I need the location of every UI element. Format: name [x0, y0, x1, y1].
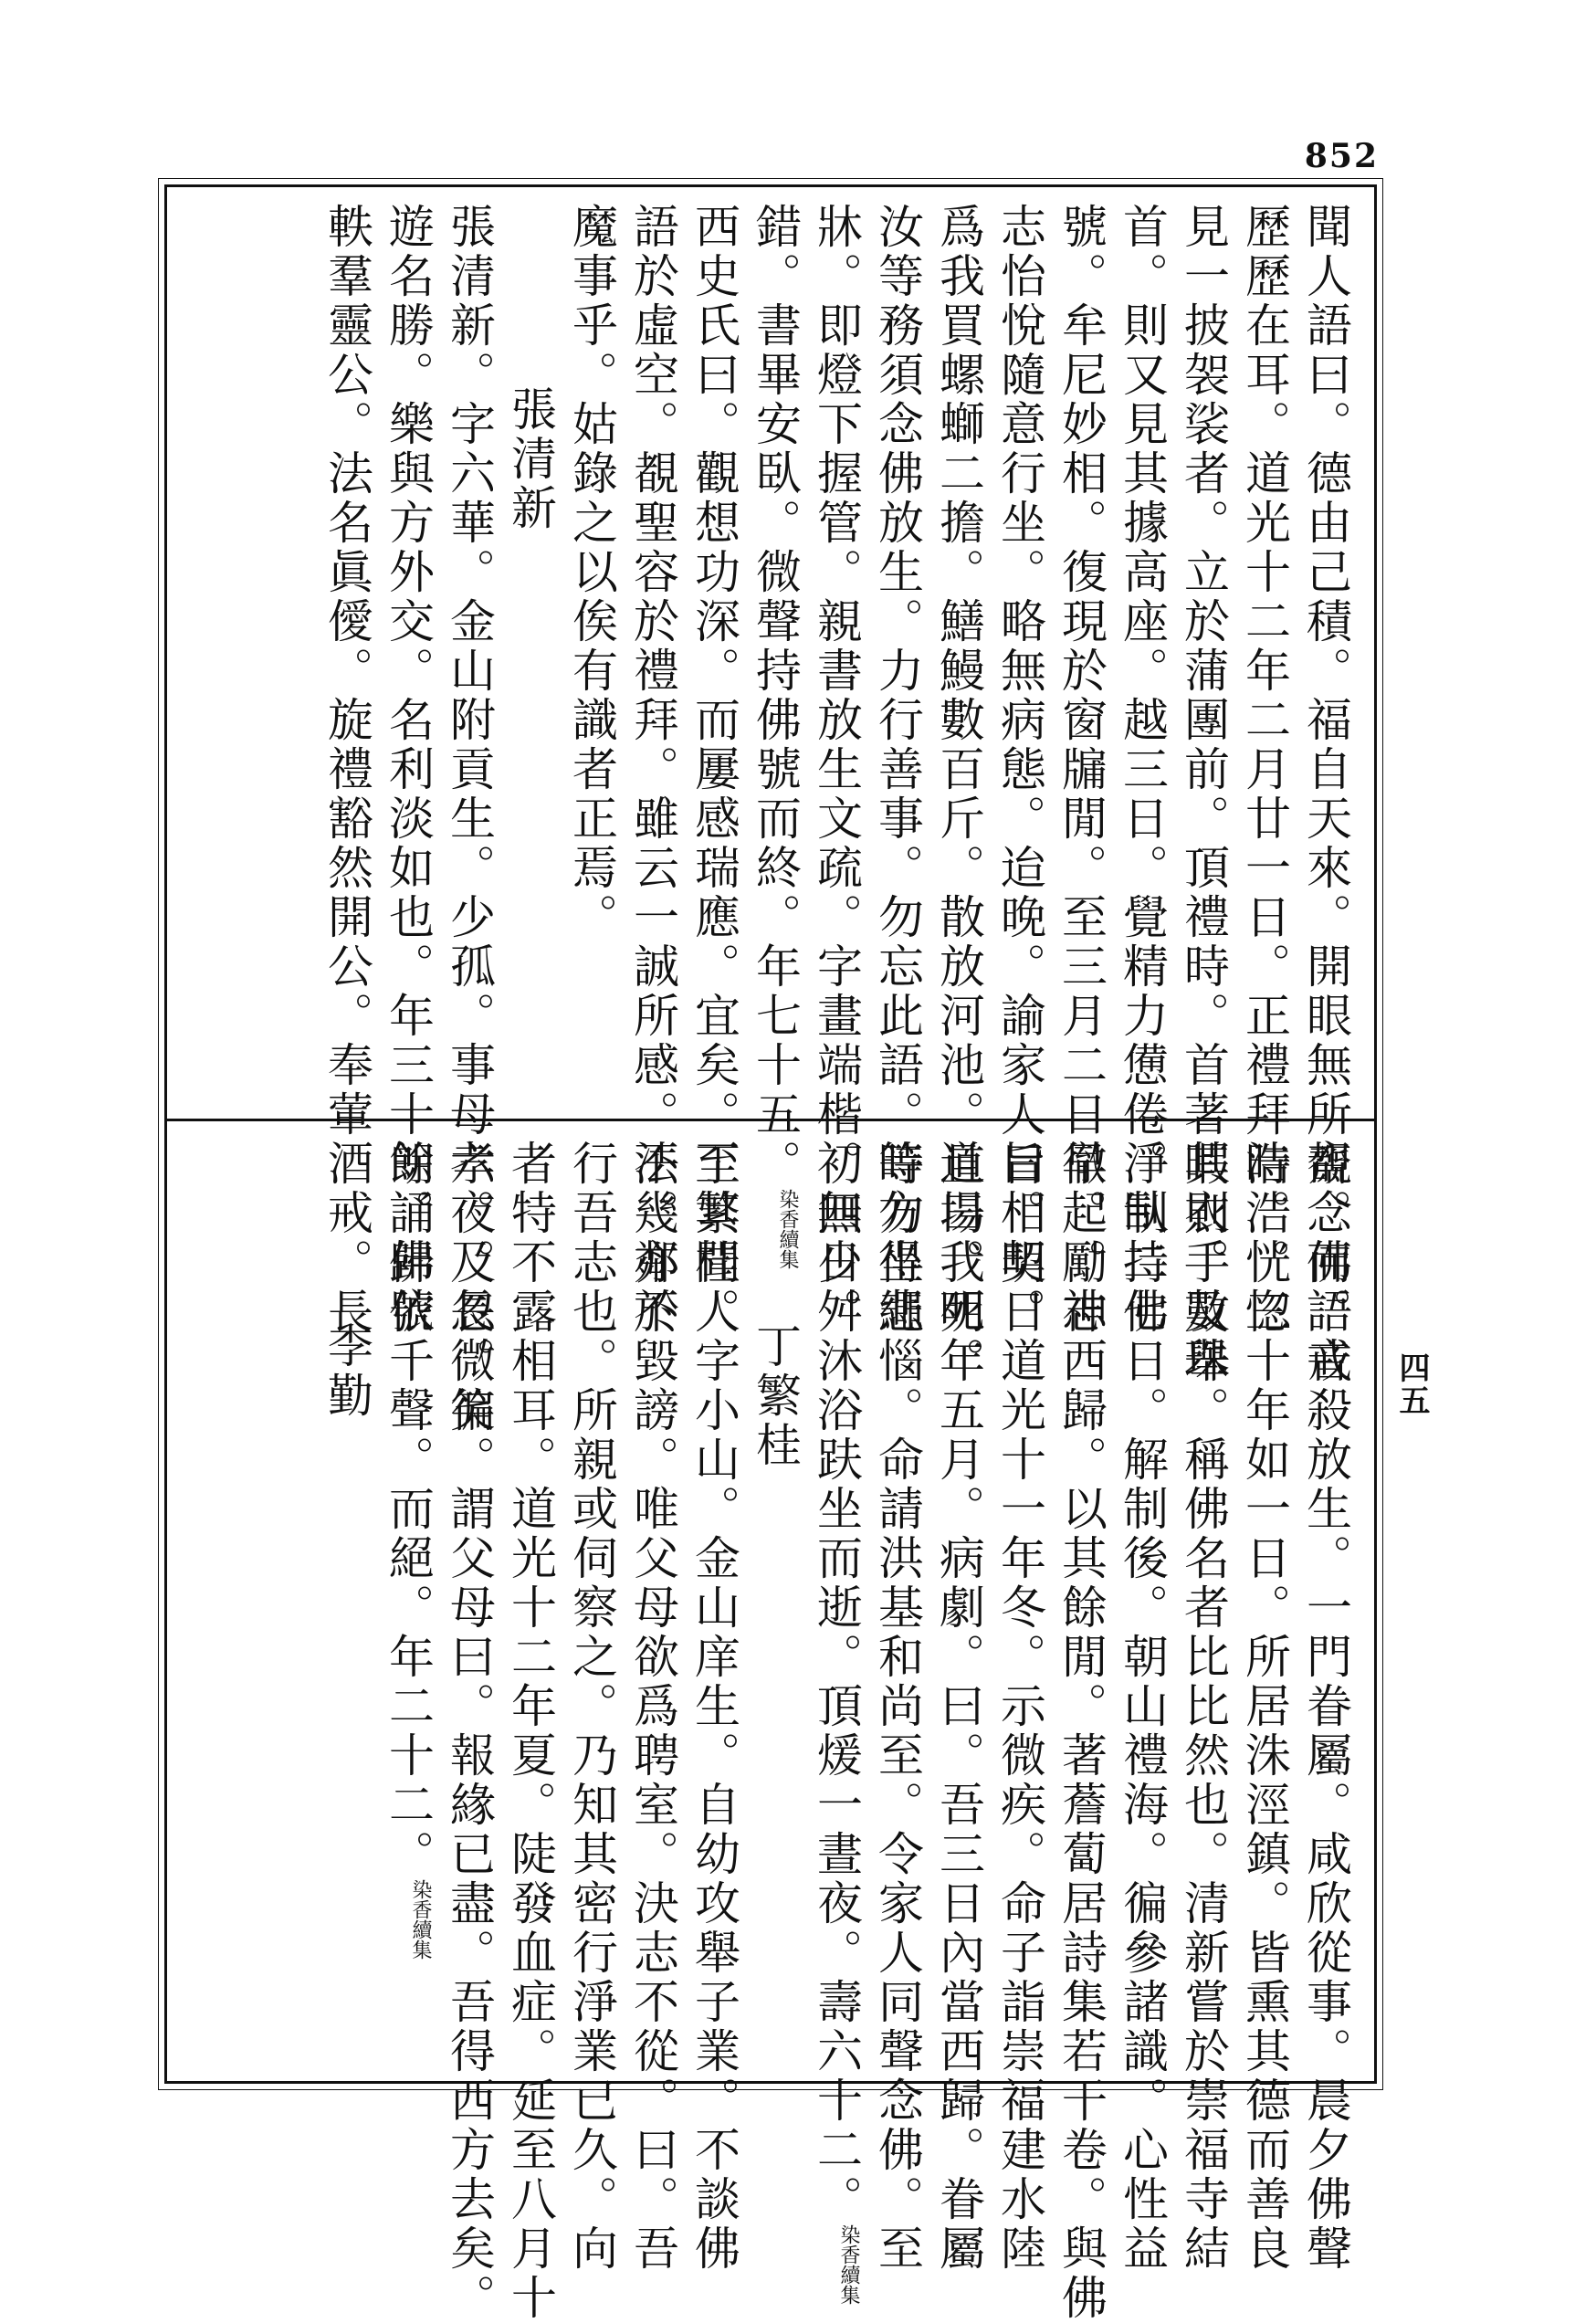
- text-column: [1111, 203, 1172, 1337]
- text-column: [1172, 203, 1234, 1386]
- text-column: [1050, 1140, 1111, 2323]
- text-column: [1234, 203, 1295, 1337]
- column-text: 丁繁桂: [749, 1322, 802, 1470]
- column-text: 歷歷在耳。道光十二年二月廿一日。正禮拜時。恍惚: [1238, 203, 1291, 1337]
- column-text: 魔事乎。姑錄之以俟有識者正焉。: [565, 203, 618, 942]
- column-text: 浩浩。三十年如一日。所居洙涇鎮。皆熏其德而善良: [1238, 1140, 1291, 2274]
- column-text: 爲我買螺螄二擔。鱔鰻數百斤。散放河池。且曰我死。: [932, 203, 985, 1386]
- lower-register-text: [192, 1140, 1356, 2323]
- column-text: 淨制二七日。解制後。朝山禮海。徧參諸識。心性益: [1116, 1140, 1169, 2274]
- text-column: [805, 203, 866, 1337]
- section-heading: [499, 203, 561, 1107]
- column-text: 六夜。忽微笑。謂父母曰。報緣已盡。吾得西方去矣。: [443, 1140, 496, 2323]
- column-text: 首。則又見其據高座。越三日。覺精力憊倦。臥持佛: [1116, 203, 1169, 1337]
- text-column: [561, 1140, 622, 2274]
- text-column: [928, 203, 989, 1386]
- column-text: 丁繁桂。字小山。金山庠生。自幼攻舉子業。不談佛: [688, 1140, 740, 2274]
- text-column: [1295, 1140, 1356, 2274]
- column-text: 語於虛空。覩聖容於禮拜。雖云一誠所感。不幾鄰於: [626, 203, 679, 1337]
- column-text: 道場。明年五月。病劇。曰。吾三日內當西歸。眷屬: [932, 1140, 985, 2274]
- source-note: 染香續集: [837, 2224, 860, 2305]
- column-text: 聞人語曰。德由己積。福自天來。開眼無所覩。而語音: [1299, 203, 1352, 1386]
- column-text: 朗誦佛號千聲。而絕。年二十二。: [382, 1140, 435, 1879]
- column-text: 旨相契。道光十一年冬。示微疾。命子詣崇福建水陸: [993, 1140, 1046, 2274]
- text-column: [1050, 203, 1111, 1337]
- column-text: 等勿得悲惱。命請洪基和尚至。令家人同聲念佛。至: [871, 1140, 924, 2274]
- column-text: 汝等務須念佛放生。力行善事。勿忘此語。時方坐繩: [871, 203, 924, 1337]
- column-text: 錯。書畢安臥。微聲持佛號而終。年七十五。: [749, 203, 802, 1189]
- column-text: 暇則手數珠。稱佛名者比比然也。清新嘗於崇福寺結: [1177, 1140, 1230, 2274]
- text-column: [1295, 203, 1356, 1386]
- text-column: [561, 203, 622, 1107]
- text-column: [622, 203, 683, 1337]
- text-column: [622, 1140, 683, 2274]
- text-column: [1172, 1140, 1234, 2274]
- column-text: 西史氏曰。觀想功深。而屢感瑞應。宜矣。至其聞人: [688, 203, 740, 1337]
- column-text: 志怡悅隨意行坐。略無病態。迨晚。諭家人曰。明日: [993, 203, 1046, 1337]
- text-column: [866, 1140, 928, 2274]
- column-text: 齋念佛。戒殺放生。一門眷屬。咸欣從事。晨夕佛聲: [1299, 1140, 1352, 2274]
- text-column: [928, 1140, 989, 2274]
- text-column: [1234, 1140, 1295, 2274]
- column-text: 法。亦不毀謗。唯父母欲爲聘室。決志不從。曰。吾: [626, 1140, 679, 2274]
- column-text: 號。牟尼妙相。復現於窗牖閒。至三月二日早起。神: [1055, 203, 1108, 1337]
- text-column: [683, 1140, 744, 2274]
- column-text: 軼羣靈公。法名眞僾。旋禮豁然開公。奉葷酒戒。長: [320, 203, 373, 1337]
- text-column: [989, 203, 1050, 1337]
- text-column: [683, 203, 744, 1337]
- column-text: 初四日。沐浴趺坐而逝。頂煖一晝夜。壽六十二。: [810, 1140, 863, 2224]
- column-text: 者特不露相耳。道光十二年夏。陡發血症。延至八月十: [504, 1140, 557, 2323]
- page-number: 852: [1304, 137, 1379, 175]
- text-column: [744, 203, 805, 1269]
- text-column: [438, 203, 499, 1435]
- column-text: 張清新。字六華。金山附貢生。少孤。事母孝。及長。徧: [443, 203, 496, 1435]
- section-heading: [316, 1140, 377, 2066]
- text-column: [499, 1140, 561, 2323]
- text-column: [377, 1140, 438, 2066]
- text-column: [316, 203, 377, 1337]
- text-column: [438, 1140, 499, 2323]
- text-column: [866, 203, 928, 1337]
- column-text: 張清新: [504, 385, 557, 533]
- text-column: [989, 1140, 1050, 2274]
- column-text: 見一披袈裟者。立於蒲團前。頂禮時。首著其衣。及舉: [1177, 203, 1230, 1386]
- column-text: 徹。勵志西歸。以其餘閒。著薝蔔居詩集若干卷。與佛: [1055, 1140, 1108, 2323]
- source-note: 染香續集: [409, 1879, 432, 1960]
- text-column: [377, 203, 438, 1337]
- column-text: 行吾志也。所親或伺察之。乃知其密行淨業已久。向: [565, 1140, 618, 2274]
- column-text: 牀。即燈下握管。親書放生文疏。字畫端楷。無少舛: [810, 203, 863, 1337]
- column-text: 李勤: [320, 1322, 373, 1421]
- column-text: 遊名勝。樂與方外交。名利淡如也。年三十餘。歸依: [382, 203, 435, 1337]
- text-column: [805, 1140, 866, 2305]
- text-column: [1111, 1140, 1172, 2274]
- section-heading: [744, 1140, 805, 2066]
- folio-number: 四五: [1393, 1351, 1430, 1417]
- source-note: 染香續集: [776, 1189, 799, 1269]
